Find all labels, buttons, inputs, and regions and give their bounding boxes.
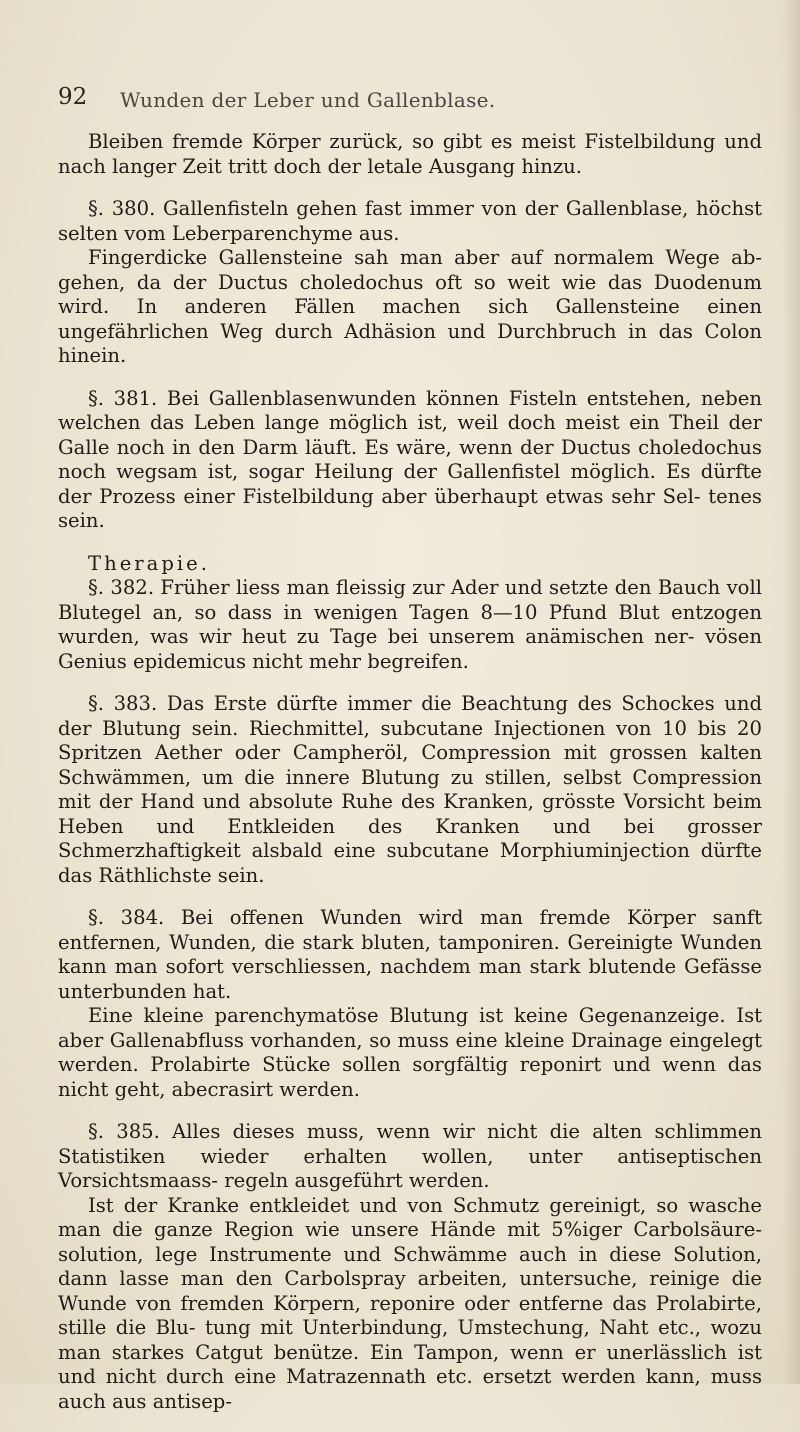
paragraph-fistula-outcome: Bleiben fremde Körper zurück, so gibt es meist Fistelbildung und nach langer Zeit tritt doch der letale Ausgang hinzu. [58, 130, 762, 178]
page-body [58, 130, 762, 1432]
page-edge-shadow [782, 0, 800, 1384]
running-title: Wunden der Leber und Gallenblase. [120, 88, 496, 112]
paragraph-bleeding-drainage: Eine kleine parenchymatöse Blutung ist keine Gegenanzeige. Ist aber Gallenabfluss vorhanden, so muss eine kleine Drainage eingelegt werden. Prolabirte Stücke sollen sorgfältig reponirt und wenn das nicht geht, abecrasirt werden. [58, 1004, 762, 1101]
paragraph-383: §. 383. Das Erste dürfte immer die Beachtung des Schockes und der Blutung sein. Riechmittel, subcutane Injectionen von 10 bis 20 Spritzen Aether oder Campheröl, Compression mit grossen kalten Schwämmen, um die innere Blutung zu stillen, selbst Compression mit der Hand und absolute Ruhe des Kranken, grösste Vorsicht beim Heben und Entkleiden des Kranken und bei grosser Schmerzhaftigkeit alsbald eine subcutane Morphiuminjection dürfte das Räthlichste sein. [58, 692, 762, 887]
paragraph-gallstones: Fingerdicke Gallensteine sah man aber auf normalem Wege ab- gehen, da der Ductus choledochus oft so weit wie das Duodenum wird. In anderen Fällen machen sich Gallensteine einen ungefährlichen Weg durch Adhäsion und Durchbruch in das Colon hinein. [58, 246, 762, 367]
page-number: 92 [58, 84, 88, 110]
section-heading-therapie: Therapie. [88, 551, 210, 575]
paragraph-381: §. 381. Bei Gallenblasenwunden können Fisteln entstehen, neben welchen das Leben lange möglich ist, weil doch meist ein Theil der Galle noch in den Darm läuft. Es wäre, wenn der Ductus choledochus noch wegsam ist, sogar Heilung der Gallenfistel möglich. Es dürfte der Prozess einer Fistelbildung aber überhaupt etwas sehr Sel- tenes sein. [58, 386, 762, 532]
paragraph-380: §. 380. Gallenfisteln gehen fast immer von der Gallenblase, höchst selten vom Leberparenchyme aus. [58, 197, 762, 245]
paragraph-384: §. 384. Bei offenen Wunden wird man fremde Körper sanft entfernen, Wunden, die stark bluten, tamponiren. Gereinigte Wunden kann man sofort verschliessen, nachdem man stark blutende Gefässe unterbunden hat. [58, 906, 762, 1003]
paragraph-382: §. 382. Früher liess man fleissig zur Ader und setzte den Bauch voll Blutegel an, so dass in wenigen Tagen 8—10 Pfund Blut entzogen wurden, was wir heut zu Tage bei unserem anämischen ner- vösen Genius epidemicus nicht mehr begreifen. [58, 576, 762, 673]
paragraph-385: §. 385. Alles dieses muss, wenn wir nicht die alten schlimmen Statistiken wieder erhalten wollen, unter antiseptischen Vorsichtsmaass- regeln ausgeführt werden. [58, 1120, 762, 1192]
page-header [58, 84, 762, 114]
paragraph-antiseptic-procedure: Ist der Kranke entkleidet und von Schmutz gereinigt, so wasche man die ganze Region wie unsere Hände mit 5%iger Carbolsäure- solution, lege Instrumente und Schwämme auch in diese Solution, dann lasse man den Carbolspray arbeiten, untersuche, reinige die Wunde von fremden Körpern, reponire oder entferne das Prolabirte, stille die Blu- tung mit Unterbindung, Umstechung, Naht etc., wozu man starkes Catgut benütze. Ein Tampon, wenn er unerlässlich ist und nicht durch eine Matrazennath etc. ersetzt werden kann, muss auch aus antisep- [58, 1193, 762, 1413]
